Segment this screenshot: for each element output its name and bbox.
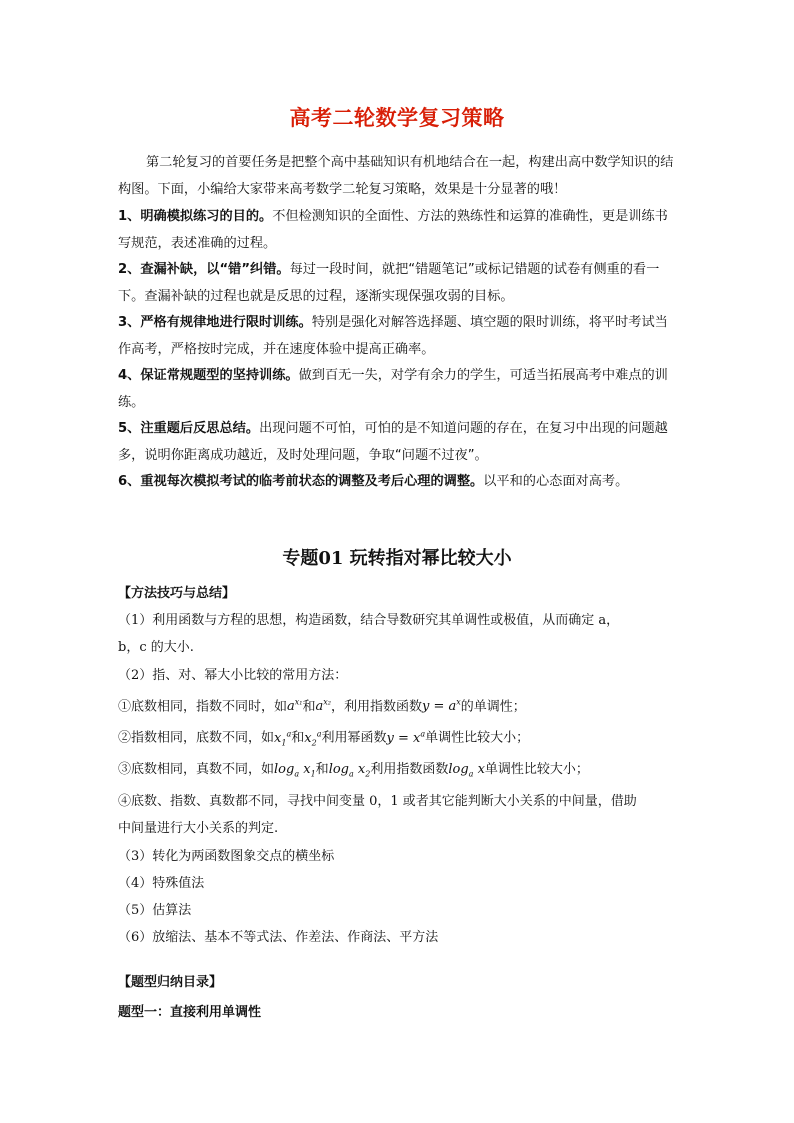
toc-item: 题型一：直接利用单调性 [118,1005,262,1020]
strategy-item [118,416,678,469]
intro-paragraph: 第二轮复习的首要任务是把整个高中基础知识有机地结合在一起，构建出高中数学知识的结构图。下面，小编给大家带来高考数学二轮复习策略，效果是十分显著的哦！ [118,155,674,197]
method-5: （5）估算法 [118,903,192,919]
strategy-heading: 4、保证常规题型的坚持训练。 [118,368,299,383]
formula-log-x2: $\log_a x_2$ [328,762,371,780]
case-4 [118,788,678,815]
case-text: 中间量进行大小关系的判定. [118,821,279,837]
strategy-heading: 1、明确模拟练习的目的。 [118,209,273,224]
strategy-item [118,257,678,310]
formula-log-func: $\log_a x$ [448,762,485,780]
formula-a-x1: $a^{x_1}$ [287,697,303,715]
method-2 [118,662,678,689]
case-text: ②指数相同，底数不同，如 [118,730,275,746]
toc-heading: 【题型归纳目录】 [118,975,223,990]
method-text: b，c 的大小. [118,640,194,656]
strategy-item [118,310,678,363]
strategy-list [118,204,678,496]
case-1 [118,689,678,721]
method-text: （2）指、对、幂大小比较的常用方法： [118,667,348,683]
strategy-text: 特别是强化对解答选择题、填空题的限时训练，将平时考试当作高考，严格按时完成，并在速度体验中提高正确率。 [118,315,668,357]
case-text: ，利用指数函数 [331,699,423,715]
formula-log-x1: $\log_a x_1$ [274,762,316,780]
case-text: 和 [302,699,316,715]
strategy-text: 每过一段时间，就把“错题笔记”或标记错题的试卷有侧重的看一下。查漏补缺的过程也就是反思的过程，逐渐实现保强攻弱的目标。 [118,262,660,304]
page-title: 高考二轮数学复习策略 [289,106,505,130]
strategy-item [118,469,678,496]
methods-heading: 【方法技巧与总结】 [118,586,236,601]
case-text: 利用幂函数 [321,730,387,746]
strategy-item [118,363,678,416]
strategy-item [118,204,678,257]
strategy-heading: 6、重视每次模拟考试的临考前状态的调整及考后心理的调整。 [118,474,484,489]
strategy-heading: 2、查漏补缺，以“错”纠错。 [118,262,290,277]
method-text: （1）利用函数与方程的思想，构造函数，结合导数研究其单调性或极值，从而确定 a， [118,613,620,629]
strategy-heading: 5、注重题后反思总结。 [118,421,260,436]
method-1-cont [118,634,678,661]
strategy-text: 做到百无一失，对学有余力的学生，可适当拓展高考中难点的训练。 [118,368,668,410]
case-text: 和 [315,762,329,778]
strategy-text: 不但检测知识的全面性、方法的熟练性和运算的准确性，更是训练书写规范，表述准确的过程。 [118,209,668,251]
formula-x1-a: $x_1^a$ [274,729,292,748]
case-text: 单调性比较大小； [425,730,530,746]
formula-x2-a: $x_2^a$ [304,729,322,748]
method-6: （6）放缩法、基本不等式法、作差法、作商法、平方法 [118,930,439,946]
strategy-heading: 3、严格有规律地进行限时训练。 [118,315,312,330]
section-title: 专题01 玩转指对幂比较大小 [282,548,512,569]
method-4: （4）特殊值法 [118,875,205,891]
method-1 [118,607,678,634]
case-text: ①底数相同，指数不同时，如 [118,699,288,715]
case-4-cont [118,815,678,842]
case-3 [118,756,678,788]
strategy-text: 以平和的心态面对高考。 [483,474,629,489]
formula-exp-func: $y = a^x$ [422,697,461,715]
formula-a-x2: $a^{x_2}$ [315,697,331,715]
case-text: ④底数、指数、真数都不同，寻找中间变量 0，1 或者其它能判断大小关系的中间量，借助 [118,794,637,810]
methods-section [118,580,678,951]
strategy-text: 出现问题不可怕，可怕的是不知道问题的存在，在复习中出现的问题越多，说明你距离成功越近，及时处理问题，争取“问题不过夜”。 [118,421,668,463]
case-text: 的单调性； [460,699,526,715]
case-text: 利用指数函数 [370,762,449,778]
method-3: （3）转化为两函数图象交点的横坐标 [118,848,335,864]
case-text: 和 [291,730,305,746]
case-text: 单调性比较大小； [484,762,589,778]
question-type-toc [118,968,678,1028]
formula-power-func: $y = x^a$ [386,729,426,746]
case-text: ③底数相同，真数不同，如 [118,762,275,778]
case-2 [118,720,678,756]
